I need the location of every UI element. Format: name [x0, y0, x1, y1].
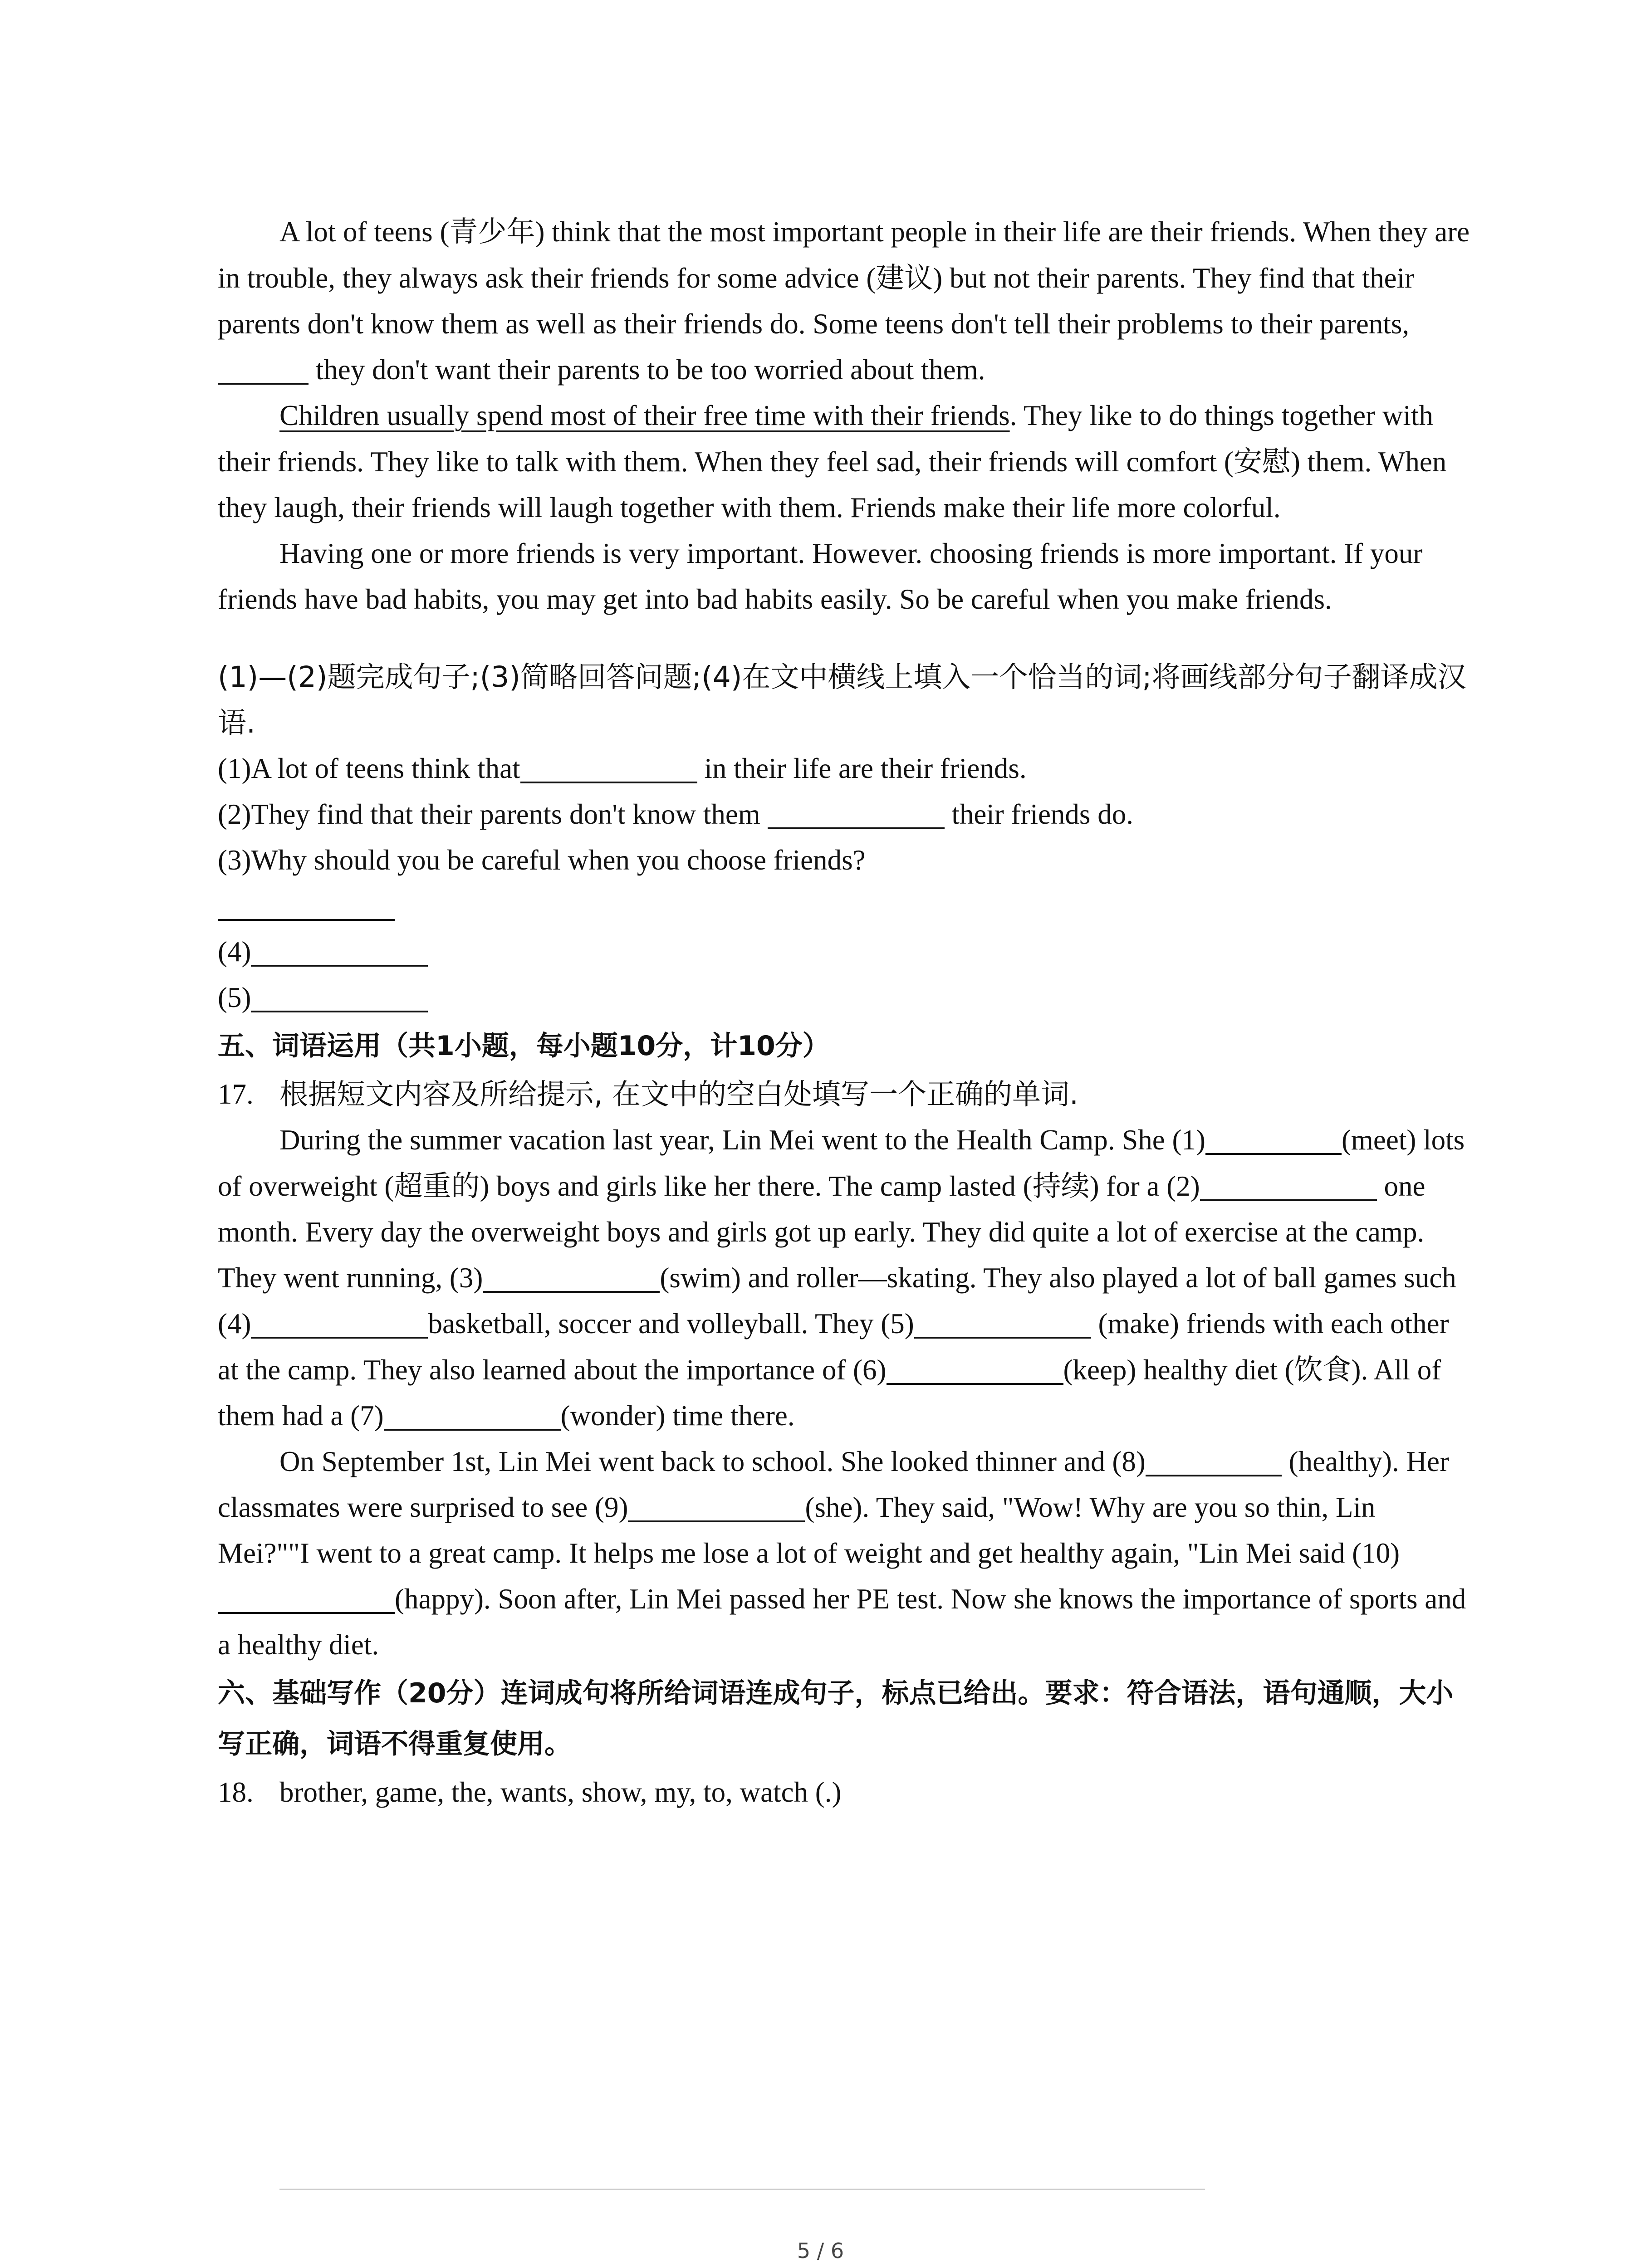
answer-blank	[218, 891, 395, 921]
section-5-heading: 五、词语运用（共1小题，每小题10分，计10分）	[218, 1030, 830, 1062]
answer-blank	[483, 1263, 660, 1293]
answer-blank	[251, 1309, 428, 1339]
question-number: 17.	[218, 1078, 254, 1110]
instructions: (1)—(2)题完成句子;(3)简略回答问题;(4)在文中横线上填入一个恰当的词;将画线部分句子翻译成汉语.	[218, 660, 1466, 739]
passage-paragraph-1: A lot of teens (青少年) think that the most important people in their life are their friends. When they are in trouble, they always ask their friends for some advice (建议) but not their parents. They find that their parents don't know them as well as their friends do. Some teens don't tell their problems to their parents, they don't want their parents to be too worried about them.	[218, 215, 1470, 386]
answer-rule-line	[279, 2189, 1205, 2190]
question-18	[218, 1769, 1470, 1815]
passage-paragraph-3: Having one or more friends is very important. However. choosing friends is more important. If your friends have bad habits, you may get into bad habits easily. So be careful when you make friends.	[218, 538, 1423, 615]
answer-blank	[218, 355, 309, 385]
answer-blank	[628, 1492, 805, 1522]
page-number: 5 / 6	[797, 2239, 844, 2263]
answer-blank	[914, 1309, 1091, 1339]
question-5: (5)	[218, 975, 1470, 1021]
question-17	[218, 1071, 1470, 1117]
document-body	[218, 209, 1470, 1815]
question-3: (3)Why should you be careful when you choose friends?	[218, 844, 866, 876]
answer-blank	[251, 937, 428, 967]
answer-blank	[218, 1584, 395, 1614]
answer-blank	[251, 982, 428, 1012]
answer-blank	[384, 1401, 561, 1431]
question-1: (1)A lot of teens think that in their life are their friends.	[218, 753, 1027, 784]
question-3-answer-line	[218, 883, 1470, 929]
answer-blank	[768, 799, 945, 829]
answer-blank	[520, 753, 697, 783]
question-text: 根据短文内容及所给提示, 在文中的空白处填写一个正确的单词.	[279, 1078, 1079, 1111]
answer-blank	[1200, 1171, 1377, 1201]
answer-blank	[887, 1355, 1063, 1385]
cloze-paragraph-2: On September 1st, Lin Mei went back to school. She looked thinner and (8) (healthy). Her classmates were surprised to see (9) (she). They said, "Wow! Why are you so thin, Lin Mei?""I went to a great camp. It helps me lose a lot of weight and get healthy again, "Lin Mei said (10)(happy). Soon after, Lin Mei passed her PE test. Now she knows the importance of sports and a healthy diet.	[218, 1446, 1466, 1661]
cloze-paragraph-1: During the summer vacation last year, Lin Mei went to the Health Camp. She (1) (meet) lots of overweight (超重的) boys and girls like her there. The camp lasted (持续) for a (2) one month. Every day the overweight boys and girls got up early. They did quite a lot of exercise at the camp. They went running, (3) (swim) and roller—skating. They also played a lot of ball games such (4) basketball, soccer and volleyball. They (5) (make) friends with each other at the camp. They also learned about the importance of (6) (keep) healthy diet (饮食). All of them had a (7) (wonder) time there.	[218, 1124, 1465, 1432]
section-6-heading: 六、基础写作（20分）连词成句将所给词语连成句子，标点已给出。要求：符合语法，语句通顺，大小写正确，词语不得重复使用。	[218, 1677, 1454, 1760]
question-4: (4)	[218, 929, 1470, 975]
question-2: (2)They find that their parents don't know them their friends do.	[218, 798, 1133, 830]
answer-blank	[1205, 1125, 1342, 1155]
answer-blank	[1146, 1447, 1282, 1476]
passage-paragraph-2: Children usually spend most of their free time with their friends. They like to do things together with their friends. They like to talk with them. When they feel sad, their friends will comfort (安慰) them. When they laugh, their friends will laugh together with them. Friends make their life more colorful.	[218, 400, 1447, 523]
question-number: 18.	[218, 1776, 254, 1808]
question-text: brother, game, the, wants, show, my, to, watch (.)	[279, 1776, 842, 1808]
underlined-sentence: Children usually spend most of their free time with their friends	[279, 400, 1010, 431]
